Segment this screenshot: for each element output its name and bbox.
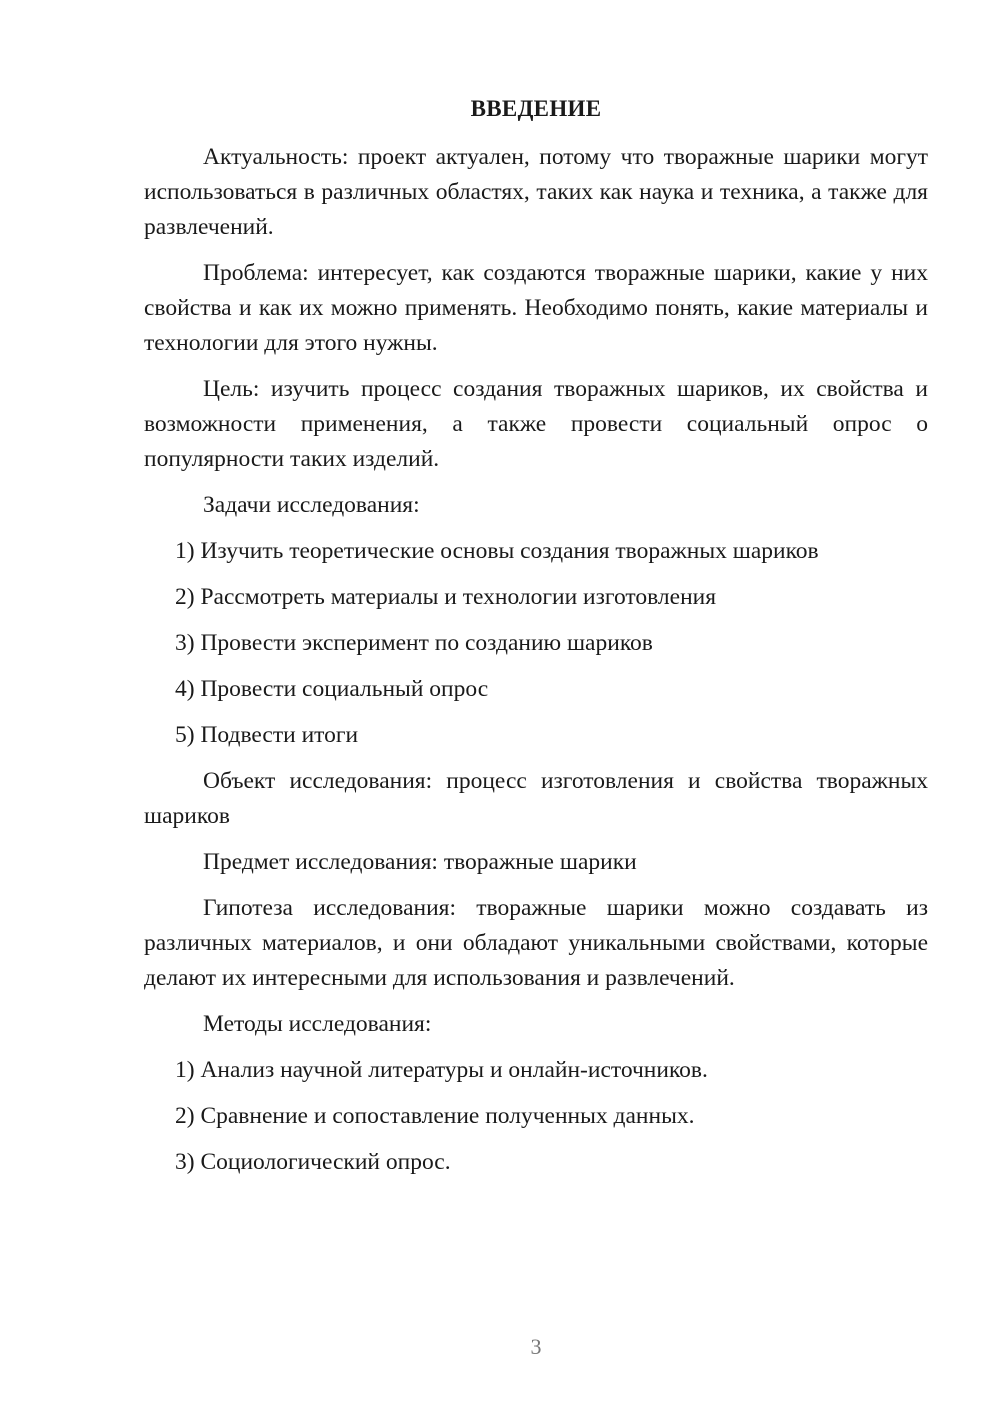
list-item: 3) Провести эксперимент по созданию шариков <box>175 630 653 656</box>
methods-heading: Методы исследования: <box>203 1011 432 1037</box>
list-item: 2) Сравнение и сопоставление полученных данных. <box>175 1103 695 1129</box>
list-item: 1) Изучить теоретические основы создания творажных шариков <box>175 538 819 564</box>
list-item: 4) Провести социальный опрос <box>175 676 489 702</box>
relevance-paragraph: Актуальность: проект актуален, потому что творажные шарики могут использоваться в различных областях, таких как наука и техника, а также для развлечений. <box>144 144 928 240</box>
document-body <box>144 140 928 1191</box>
page-title: ВВЕДЕНИЕ <box>470 96 602 121</box>
list-item: 5) Подвести итоги <box>175 722 359 748</box>
tasks-heading: Задачи исследования: <box>203 492 420 518</box>
object-paragraph: Объект исследования: процесс изготовления и свойства творажных шариков <box>144 768 928 829</box>
tasks-list <box>144 534 928 753</box>
subject-paragraph: Предмет исследования: творажные шарики <box>203 849 637 875</box>
problem-paragraph: Проблема: интересует, как создаются творажные шарики, какие у них свойства и как их можно применять. Необходимо понять, какие материалы и технологии для этого нужны. <box>144 260 928 356</box>
goal-paragraph: Цель: изучить процесс создания творажных шариков, их свойства и возможности применения, а также провести социальный опрос о популярности таких изделий. <box>144 376 928 472</box>
hypothesis-paragraph: Гипотеза исследования: творажные шарики можно создавать из различных материалов, и они обладают уникальными свойствами, которые делают их интересными для использования и развлечений. <box>144 895 928 991</box>
methods-list <box>144 1053 928 1180</box>
page-number: 3 <box>530 1334 542 1359</box>
list-item: 2) Рассмотреть материалы и технологии изготовления <box>175 584 717 610</box>
list-item: 3) Социологический опрос. <box>175 1149 451 1175</box>
list-item: 1) Анализ научной литературы и онлайн-источников. <box>175 1057 708 1083</box>
